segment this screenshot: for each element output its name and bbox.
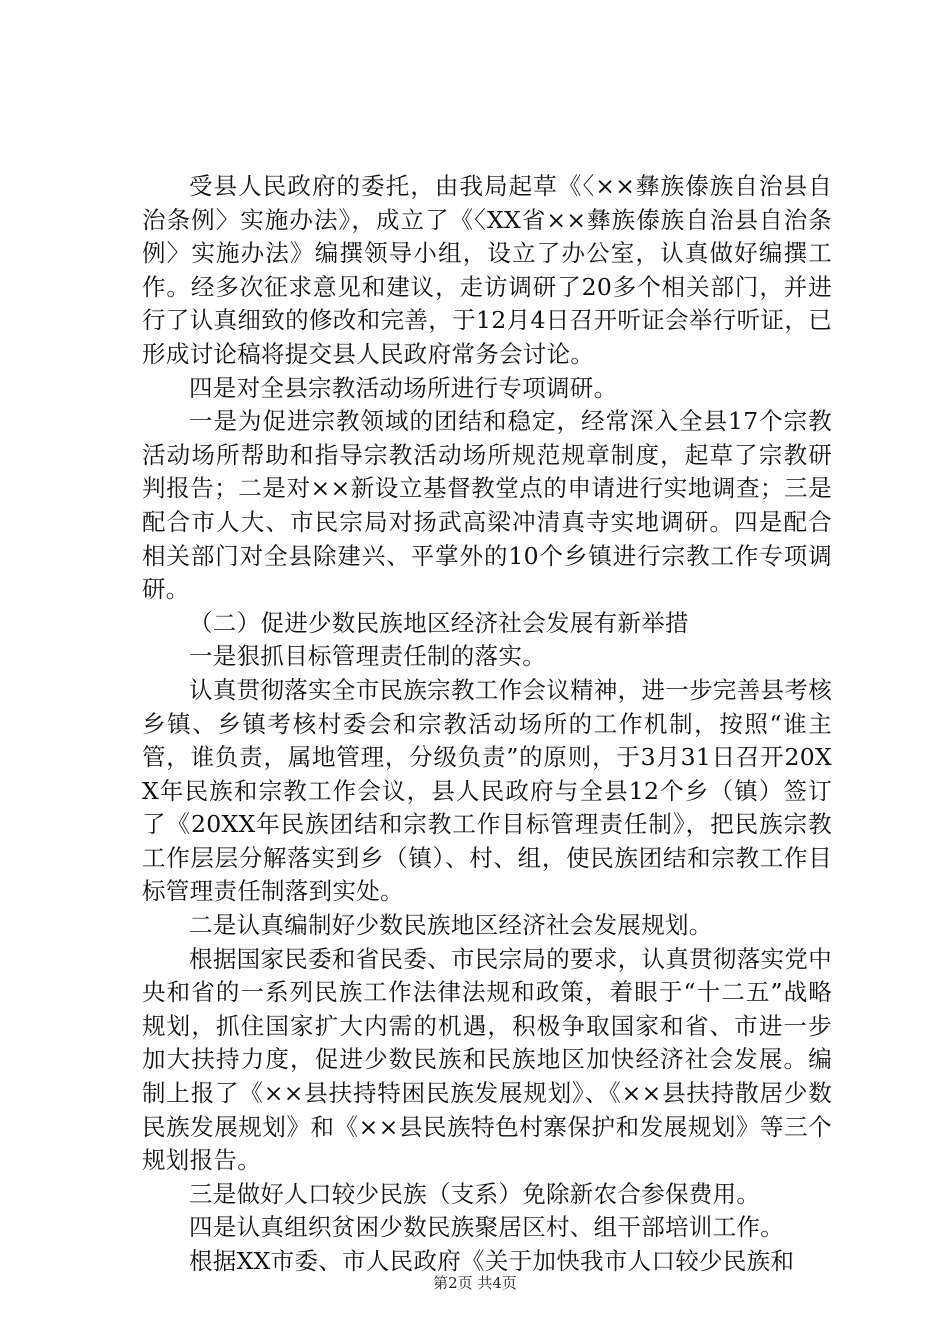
paragraph-heading-development-plan: 二是认真编制好少数民族地区经济社会发展规划。 [189, 911, 713, 940]
paragraph-heading-target-management: 一是狠抓目标管理责任制的落实。 [189, 642, 546, 671]
paragraph-religious-survey-details: 一是为促进宗教领域的团结和稳定，经常深入全县17个宗教活动场所帮助和指导宗教活动场所规范规章制度，起草了宗教研判报告；二是对××新设立基督教堂点的申请进行实地调查；三是配合市人大、市民宗局对扬武高梁冲清真寺实地调研。四是配合相关部门对全县除建兴、平掌外的10个乡镇进行宗教工作专项调研。 [142, 407, 832, 604]
paragraph-heading-insurance-exemption: 三是做好人口较少民族（支系）免除新农合参保费用。 [189, 1179, 761, 1208]
document-body [142, 170, 832, 1279]
paragraph-heading-religious-survey: 四是对全县宗教活动场所进行专项调研。 [189, 373, 618, 402]
section-heading-economic-development: （二）促进少数民族地区经济社会发展有新举措 [189, 608, 689, 637]
paragraph-development-plan-details: 根据国家民委和省民委、市民宗局的要求，认真贯彻落实党中央和省的一系列民族工作法律法规和政策，着眼于“十二五”战略规划，抓住国家扩大内需的机遇，积极争取国家和省、市进一步加大扶持力度，促进少数民族和民族地区加快经济社会发展。编制上报了《××县扶持特困民族发展规划》、《××县扶持散居少数民族发展规划》和《××县民族特色村寨保护和发展规划》等三个规划报告。 [142, 944, 832, 1175]
page-number-footer: 第2页 共4页 [433, 1274, 517, 1292]
paragraph-heading-cadre-training: 四是认真组织贫困少数民族聚居区村、组干部培训工作。 [189, 1213, 784, 1242]
paragraph-cadre-training-details: 根据XX市委、市人民政府《关于加快我市人口较少民族和 [189, 1247, 795, 1275]
paragraph-target-management-details: 认真贯彻落实全市民族宗教工作会议精神，进一步完善县考核乡镇、乡镇考核村委会和宗教活动场所的工作机制，按照“谁主管，谁负责，属地管理，分级负责”的原则，于3月31日召开20XX年民族和宗教工作会议，县人民政府与全县12个乡（镇）签订了《20XX年民族团结和宗教工作目标管理责任制》，把民族宗教工作层层分解落实到乡（镇）、村、组，使民族团结和宗教工作目标管理责任制落到实处。 [142, 675, 832, 906]
paragraph-implementation-measures: 受县人民政府的委托，由我局起草《〈××彝族傣族自治县自治条例〉实施办法》，成立了《〈XX省××彝族傣族自治县自治条例〉实施办法》编撰领导小组，设立了办公室，认真做好编撰工作。经多次征求意见和建议，走访调研了20多个相关部门，并进行了认真细致的修改和完善，于12月4日召开听证会举行听证，已形成讨论稿将提交县人民政府常务会讨论。 [142, 172, 832, 368]
